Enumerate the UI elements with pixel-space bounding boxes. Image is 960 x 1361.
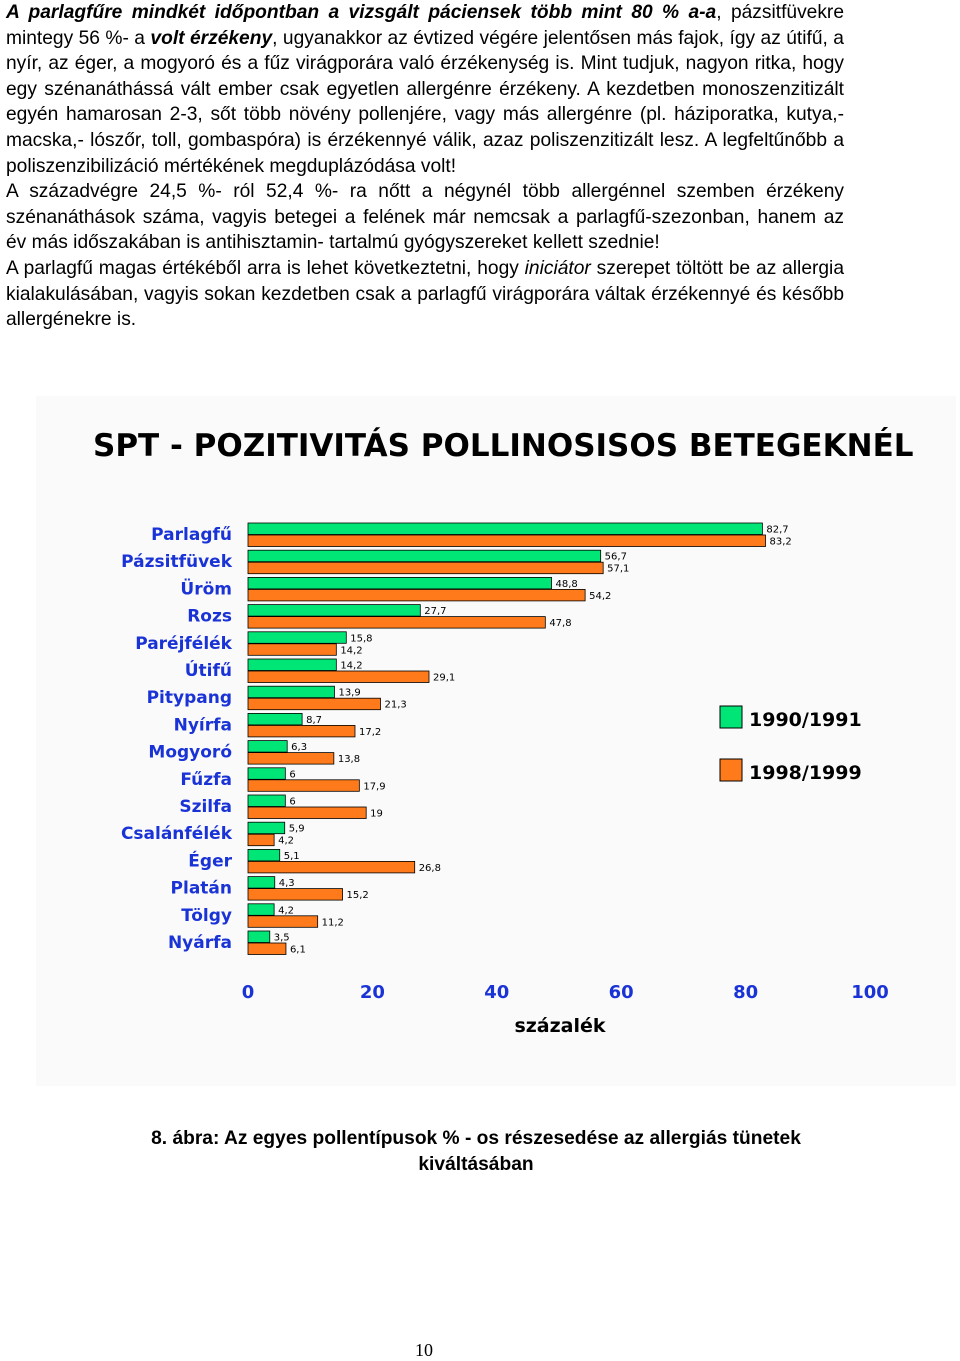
bar bbox=[248, 780, 359, 792]
bar bbox=[248, 741, 287, 753]
bar bbox=[248, 671, 429, 683]
data-label: 26,8 bbox=[418, 862, 441, 874]
bar bbox=[248, 877, 275, 889]
bar bbox=[248, 943, 286, 955]
bar bbox=[248, 713, 302, 725]
data-label: 13,9 bbox=[338, 687, 361, 699]
bars-layer bbox=[248, 523, 792, 956]
bar bbox=[248, 550, 601, 562]
bar bbox=[248, 849, 280, 861]
x-tick-label: 80 bbox=[733, 982, 759, 1003]
text-run: A századvégre 24,5 %- ról 52,4 %- ra nőtt a négynél több allergénnel szemben érzékeny szénanáthások száma, vagyis betegei a felének már nemcsak a parlagfű-szezonban, hanem az év más időszakában is antihisztamin- tartalmú gyógyszereket kellett szednie! bbox=[6, 181, 844, 254]
data-label: 29,1 bbox=[433, 672, 456, 684]
bar bbox=[248, 889, 343, 901]
paragraph bbox=[6, 0, 844, 179]
data-label: 83,2 bbox=[769, 536, 792, 548]
category-label: Parlagfű bbox=[151, 525, 232, 545]
x-tick-label: 0 bbox=[241, 982, 255, 1003]
bar bbox=[248, 834, 274, 846]
category-label: Nyírfa bbox=[173, 715, 232, 736]
bar bbox=[248, 822, 285, 834]
text-run: volt érzékeny bbox=[150, 27, 273, 49]
data-label: 17,9 bbox=[363, 781, 386, 793]
bar bbox=[248, 916, 318, 928]
data-label: 8,7 bbox=[306, 714, 323, 726]
legend bbox=[720, 706, 862, 784]
page-number: 10 bbox=[415, 1340, 433, 1360]
bar-chart bbox=[36, 396, 956, 1086]
paragraph bbox=[6, 256, 844, 333]
bar bbox=[248, 861, 415, 873]
text-run: A parlagfű magas értékéből arra is lehet következtetni, hogy bbox=[6, 257, 525, 279]
bar bbox=[248, 753, 334, 765]
x-axis-ticks bbox=[242, 982, 889, 1003]
x-tick-label: 40 bbox=[484, 982, 510, 1003]
paragraph bbox=[6, 179, 844, 256]
category-labels bbox=[121, 525, 233, 953]
bar bbox=[248, 686, 334, 698]
bar bbox=[248, 725, 355, 737]
data-label: 47,8 bbox=[549, 618, 572, 630]
bar bbox=[248, 795, 285, 807]
category-label: Üröm bbox=[180, 579, 232, 600]
category-label: Nyárfa bbox=[167, 933, 232, 953]
text-run: , pázsitfüvekre mintegy 56 %- a bbox=[6, 2, 844, 49]
bar bbox=[248, 577, 552, 589]
text-run: szerepet töltött be az allergia kialakulásában, vagyis sokan kezdetben csak a parlagfű virágporára váltak érzékennyé és később allergénekre is. bbox=[6, 257, 844, 331]
bar bbox=[248, 535, 766, 547]
data-label: 6 bbox=[289, 796, 296, 808]
bar bbox=[248, 632, 346, 644]
data-label: 6 bbox=[289, 769, 296, 781]
data-label: 15,2 bbox=[346, 890, 369, 902]
category-label: Éger bbox=[188, 851, 232, 872]
data-label: 48,8 bbox=[555, 578, 578, 590]
data-label: 5,1 bbox=[283, 850, 300, 862]
chart-title: SPT - POZITIVITÁS POLLINOSISOS BETEGEKNÉL bbox=[93, 428, 914, 464]
bar bbox=[248, 659, 336, 671]
data-label: 21,3 bbox=[384, 699, 407, 711]
category-label: Mogyoró bbox=[148, 742, 232, 763]
legend-swatch bbox=[720, 706, 742, 728]
caption-line-1: 8. ábra: Az egyes pollentípusok % - os részesedése az allergiás tünetek bbox=[151, 1128, 801, 1149]
data-label: 27,7 bbox=[424, 606, 447, 618]
x-tick-label: 60 bbox=[608, 982, 634, 1003]
data-label: 4,3 bbox=[278, 878, 295, 890]
data-label: 13,8 bbox=[337, 754, 361, 766]
category-label: Csalánfélék bbox=[120, 824, 232, 845]
data-label: 82,7 bbox=[766, 524, 789, 536]
category-label: Platán bbox=[170, 878, 232, 899]
bar bbox=[248, 931, 270, 943]
x-axis-label: százalék bbox=[514, 1015, 606, 1037]
bar bbox=[248, 807, 366, 819]
category-label: Paréjfélék bbox=[135, 633, 232, 654]
caption-line-2: kiváltásában bbox=[418, 1153, 534, 1175]
bar bbox=[248, 523, 762, 535]
data-label: 6,3 bbox=[291, 742, 308, 754]
data-label: 3,5 bbox=[273, 932, 290, 944]
data-label: 5,9 bbox=[288, 823, 305, 835]
legend-label: 1998/1999 bbox=[749, 762, 862, 784]
text-run: iniciátor bbox=[524, 257, 591, 279]
data-label: 15,8 bbox=[350, 633, 373, 645]
text-run: A parlagfűre mindkét időpontban a vizsgált páciensek több mint 80 % a-a bbox=[6, 2, 717, 23]
data-label: 57,1 bbox=[607, 563, 630, 575]
category-label: Pázsitfüvek bbox=[121, 552, 232, 573]
category-label: Útifű bbox=[184, 661, 232, 681]
data-label: 19 bbox=[370, 808, 383, 820]
legend-label: 1990/1991 bbox=[749, 709, 862, 731]
data-label: 6,1 bbox=[289, 944, 306, 956]
data-label: 17,2 bbox=[358, 726, 382, 738]
category-label: Rozs bbox=[187, 606, 232, 627]
category-label: Szilfa bbox=[179, 797, 232, 817]
data-label: 4,2 bbox=[278, 905, 295, 917]
data-label: 14,2 bbox=[340, 645, 363, 657]
bar bbox=[248, 562, 603, 574]
category-label: Pitypang bbox=[146, 688, 232, 709]
data-label: 11,2 bbox=[321, 917, 344, 929]
bar bbox=[248, 617, 545, 629]
data-label: 4,2 bbox=[278, 835, 295, 847]
bar bbox=[248, 768, 285, 780]
bar bbox=[248, 698, 380, 710]
category-label: Fűzfa bbox=[180, 769, 232, 790]
bar bbox=[248, 605, 420, 617]
figure-chart bbox=[36, 396, 956, 1086]
x-tick-label: 20 bbox=[359, 982, 385, 1003]
body-text bbox=[6, 0, 844, 333]
bar bbox=[248, 904, 274, 916]
figure-caption bbox=[36, 1126, 916, 1177]
bar bbox=[248, 644, 336, 656]
data-label: 56,7 bbox=[604, 551, 627, 563]
x-tick-label: 100 bbox=[851, 982, 889, 1003]
data-label: 14,2 bbox=[340, 660, 363, 672]
legend-swatch bbox=[720, 759, 742, 781]
bar bbox=[248, 589, 585, 601]
data-label: 54,2 bbox=[589, 590, 612, 602]
text-run: , ugyanakkor az évtized végére jelentősen más fajok, így az útifű, a nyír, az éger, a mogyoró és a fűz virágporára való érzékenység is. Mint tudjuk, nagyon ritka, hogy egy szénanáthássá vált ember csak egyetlen allergénre érzékeny. A kezdetben monoszenzitizált egyén hamarosan 2-3, sőt több növény pollenjére, vagy más allergénre (pl. háziporatka, kutya,- macska,- lószőr, toll, gombaspóra) is érzékennyé válik, azaz poliszenzitizált lesz. A legfeltűnőbb a poliszenzibilizáció mértékének megduplázódása volt! bbox=[6, 27, 844, 177]
category-label: Tölgy bbox=[181, 905, 232, 926]
